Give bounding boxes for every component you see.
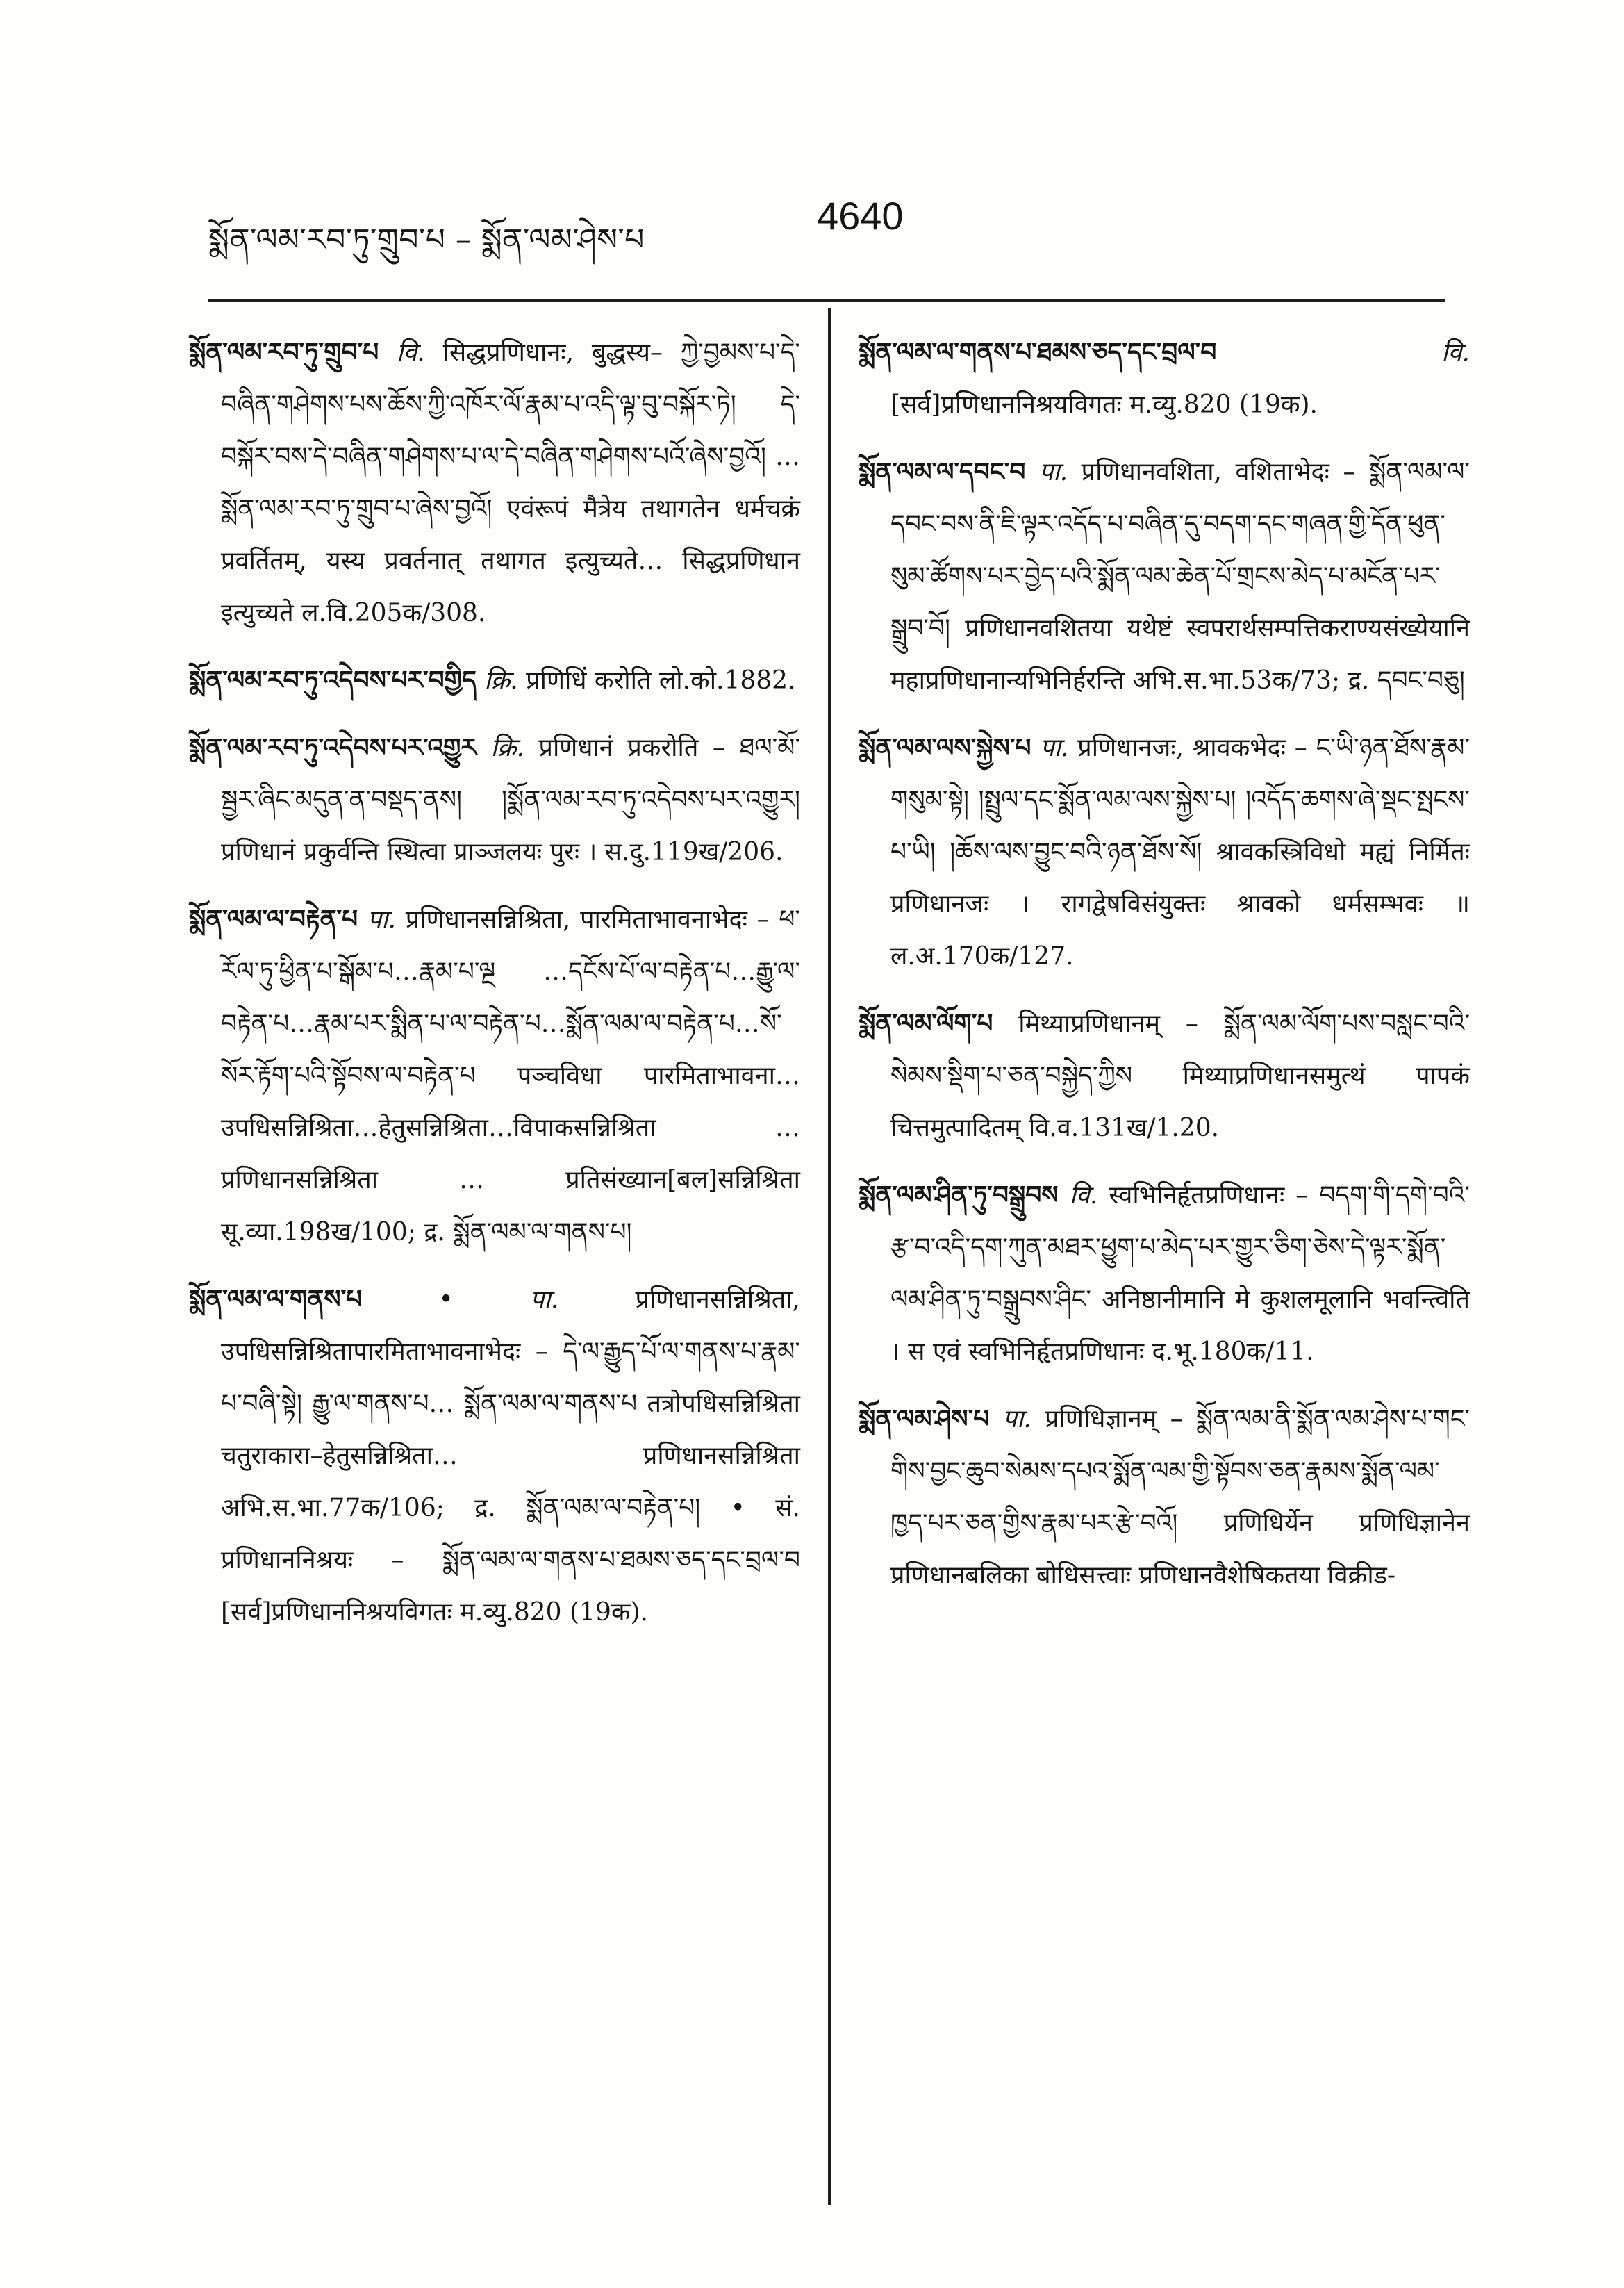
dictionary-entry (189, 655, 800, 707)
grammar-label: पा. (1038, 458, 1068, 486)
header-rule (208, 299, 1445, 302)
entry-body: प्रणिधानसन्निश्रिता, पारमिताभावनाभेदः – ཕ་རོལ་ཏུ་ཕྱིན་པ་སྒོམ་པ…རྣམ་པ་ལྔ …དངོས་པོ་ལ་བརྟེན་པ…རྒྱུ་ལ་བརྟེན་པ…རྣམ་པར་སྨིན་པ་ལ་བརྟེན་པ…སྨོན་ལམ་ལ་བརྟེན་པ…སོ་སོར་རྟོག་པའི་སྟོབས་ལ་བརྟེན་པ पञ्चविधा पारमिताभावना…उपधिसन्निश्रिता…हेतुसन्निश्रिता…विपाकसन्निश्रिता …प्रणिधानसन्निश्रिता … प्रतिसंख्यान[बल]सन्निश्रिता सू.व्या.198ख/100; द्र. སྨོན་ལམ་ལ་གནས་པ། (221, 905, 800, 1246)
column-divider (828, 308, 831, 2205)
dictionary-entry (189, 1274, 800, 1638)
grammar-label: पा. (1002, 1405, 1031, 1433)
entry-headword: སྨོན་ལམ་ལ་གནས་པ་ཐམས་ཅད་དང་བྲལ་བ (859, 338, 1217, 367)
entry-body: प्रणिधानवशिता, वशिताभेदः – སྨོན་ལམ་ལ་དབང་བས་ནི་ཇི་ལྟར་འདོད་པ་བཞིན་དུ་བདག་དང་གཞན་གྱི་དོན་ཕུན་སུམ་ཚོགས་པར་བྱེད་པའི་སྨོན་ལམ་ཆེན་པོ་གྲངས་མེད་པ་མངོན་པར་སྒྲུབ་བོ། प्रणिधानवशितया यथेष्टं स्वपरार्थसम्पत्तिकराण्यसंख्येयानि महाप्रणिधानान्यभिनिर्हरन्ति अभि.स.भा.53क/73; द्र. དབང་བཅུ། (890, 458, 1470, 695)
entry-headword: སྨོན་ལམ་ཤིན་ཏུ་བསྒྲུབས (859, 1180, 1059, 1210)
grammar-label: क्रि. (490, 734, 524, 762)
entry-body: प्रणिधानसन्निश्रिता, उपधिसन्निश्रितापारमिताभावनाभेदः – དེ་ལ་རྒྱུད་པོ་ལ་གནས་པ་རྣམ་པ་བཞི་སྟེ། རྒྱུ་ལ་གནས་པ… སྨོན་ལམ་ལ་གནས་པ तत्रोपधिसन्निश्रिता चतुराकारा–हेतुसन्निश्रिता… प्रणिधानसन्निश्रिता अभि.स.भा.77क/106; द्र. སྨོན་ལམ་ལ་བརྟེན་པ། • सं. प्रणिधाननिश्रयः – སྨོན་ལམ་ལ་གནས་པ་ཐམས་ཅད་དང་བྲལ་བ [सर्व]प्रणिधाननिश्रयविगतः म.व्यु.820 (19क). (221, 1285, 800, 1627)
dictionary-entry (859, 327, 1470, 431)
grammar-label: वि. (1441, 338, 1470, 367)
entry-headword: སྨོན་ལམ་རབ་ཏུ་གྲུབ་པ (189, 338, 379, 367)
entry-body: प्रणिधानं प्रकरोति – ཐལ་མོ་སྦྱར་ཞིང་མདུན་ན་བསྡད་ནས། །སྨོན་ལམ་རབ་ཏུ་འདེབས་པར་འགྱུར། प्रणिधानं प्रकुर्वन्ति स्थित्वा प्राञ्जलयः पुरः । स.दु.119ख/206. (221, 734, 800, 866)
grammar-label: पा. (1040, 734, 1069, 762)
entry-body: प्रणिधिज्ञानम् – སྨོན་ལམ་ནི་སྨོན་ལམ་ཤེས་པ་གང་གིས་བྱང་ཆུབ་སེམས་དཔའ་སྨོན་ལམ་གྱི་སྟོབས་ཅན་རྣམས་སྨོན་ལམ་ཁྱད་པར་ཅན་གྱིས་རྣམ་པར་རྩེ་བའོ། प्रणिधिर्येन प्रणिधिज्ञानेन प्रणिधानबलिका बोधिसत्त्वाः प्रणिधानवैशेषिकतया विक्रीड- (890, 1405, 1470, 1590)
entry-headword: སྨོན་ལམ་ལོག་པ (859, 1009, 993, 1038)
entry-headword: སྨོན་ལམ་ལ་བརྟེན་པ (189, 905, 358, 934)
entry-body: मिथ्याप्रणिधानम् – སྨོན་ལམ་ལོག་པས་བསླང་བའི་སེམས་སྡིག་པ་ཅན་བསྐྱེད་ཀྱིས मिथ्याप्रणिधानसमुत्थं पापकं चित्तमुत्पादितम् वि.व.131ख/1.20. (890, 1010, 1470, 1142)
grammar-label: क्रि. (484, 666, 518, 695)
grammar-label: पा. (367, 905, 397, 934)
entry-headword: སྨོན་ལམ་ཤེས་པ (859, 1404, 990, 1433)
dictionary-entry (859, 1169, 1470, 1378)
grammar-label: वि. (1069, 1181, 1098, 1210)
dictionary-entry (859, 446, 1470, 707)
dictionary-entry (859, 1393, 1470, 1602)
entry-body: सिद्धप्रणिधानः, बुद्धस्य– ཀྱེ་བྱམས་པ་དེ་བཞིན་གཤེགས་པས་ཆོས་ཀྱི་འཁོར་ལོ་རྣམ་པ་འདི་ལྟ་བུ་བསྐོར་ཏེ། དེ་བསྐོར་བས་དེ་བཞིན་གཤེགས་པ་ལ་དེ་བཞིན་གཤེགས་པའོ་ཞེས་བྱའོ། …སྨོན་ལམ་རབ་ཏུ་གྲུབ་པ་ཞེས་བྱའོ། एवंरूपं मैत्रेय तथागतेन धर्मचक्रं प्रवर्तितम्, यस्य प्रवर्तनात् तथागत इत्युच्यते… सिद्धप्रणिधान इत्युच्यते ल.वि.205क/308. (221, 338, 800, 627)
dictionary-entry (859, 998, 1470, 1154)
entry-headword: སྨོན་ལམ་ལ་དབང་བ (859, 457, 1026, 486)
page-header (208, 193, 1445, 256)
grammar-label: • पा. (438, 1285, 559, 1314)
entry-body: स्वभिनिर्हृतप्रणिधानः – བདག་གི་དགེ་བའི་རྩ་བ་འདི་དག་ཀུན་མཐར་ཕྱུག་པ་མེད་པར་གྱུར་ཅིག་ཅེས་དེ་ལྟར་སྨོན་ལམ་ཤིན་ཏུ་བསྒྲུབས་ཤིང་ अनिष्ठानीमानि मे कुशलमूलानि भवन्त्विति । स एवं स्वभिनिर्हृतप्रणिधानः द.भू.180क/11. (890, 1181, 1470, 1366)
entry-body: [सर्व]प्रणिधाननिश्रयविगतः म.व्यु.820 (19क). (890, 390, 1318, 419)
entry-body: प्रणिधिं करोति लो.को.1882. (526, 666, 796, 695)
running-head: སྨོན་ལམ་རབ་ཏུ་གྲུབ་པ – སྨོན་ལམ་ཤེས་པ (208, 222, 645, 258)
dictionary-entry (189, 327, 800, 639)
dictionary-entry (859, 722, 1470, 982)
page-number: 4640 (817, 194, 904, 238)
dictionary-entry (189, 894, 800, 1258)
entry-body: प्रणिधानजः, श्रावकभेदः – ང་ཡི་ཉན་ཐོས་རྣམ་གསུམ་སྟེ། །སྤྲུལ་དང་སྨོན་ལམ་ལས་སྐྱེས་པ། །འདོད་ཆགས་ཞེ་སྡང་སྤངས་པ་ཡི། །ཆོས་ལས་བྱུང་བའི་ཉན་ཐོས་སོ། श्रावकस्त्रिविधो मह्यं निर्मितः प्रणिधानजः । रागद्वेषविसंयुक्तः श्रावको धर्मसम्भवः ॥ ल.अ.170क/127. (890, 734, 1470, 971)
entry-headword: སྨོན་ལམ་ལས་སྐྱེས་པ (859, 733, 1031, 762)
right-column (859, 327, 1470, 1617)
entry-headword: སྨོན་ལམ་ལ་གནས་པ (189, 1285, 363, 1314)
grammar-label: वि. (396, 338, 425, 367)
entry-headword: སྨོན་ལམ་རབ་ཏུ་འདེབས་པར་བགྱིད (189, 666, 477, 695)
left-column (189, 327, 800, 1654)
dictionary-entry (189, 722, 800, 878)
entry-headword: སྨོན་ལམ་རབ་ཏུ་འདེབས་པར་འགྱུར (189, 733, 477, 762)
